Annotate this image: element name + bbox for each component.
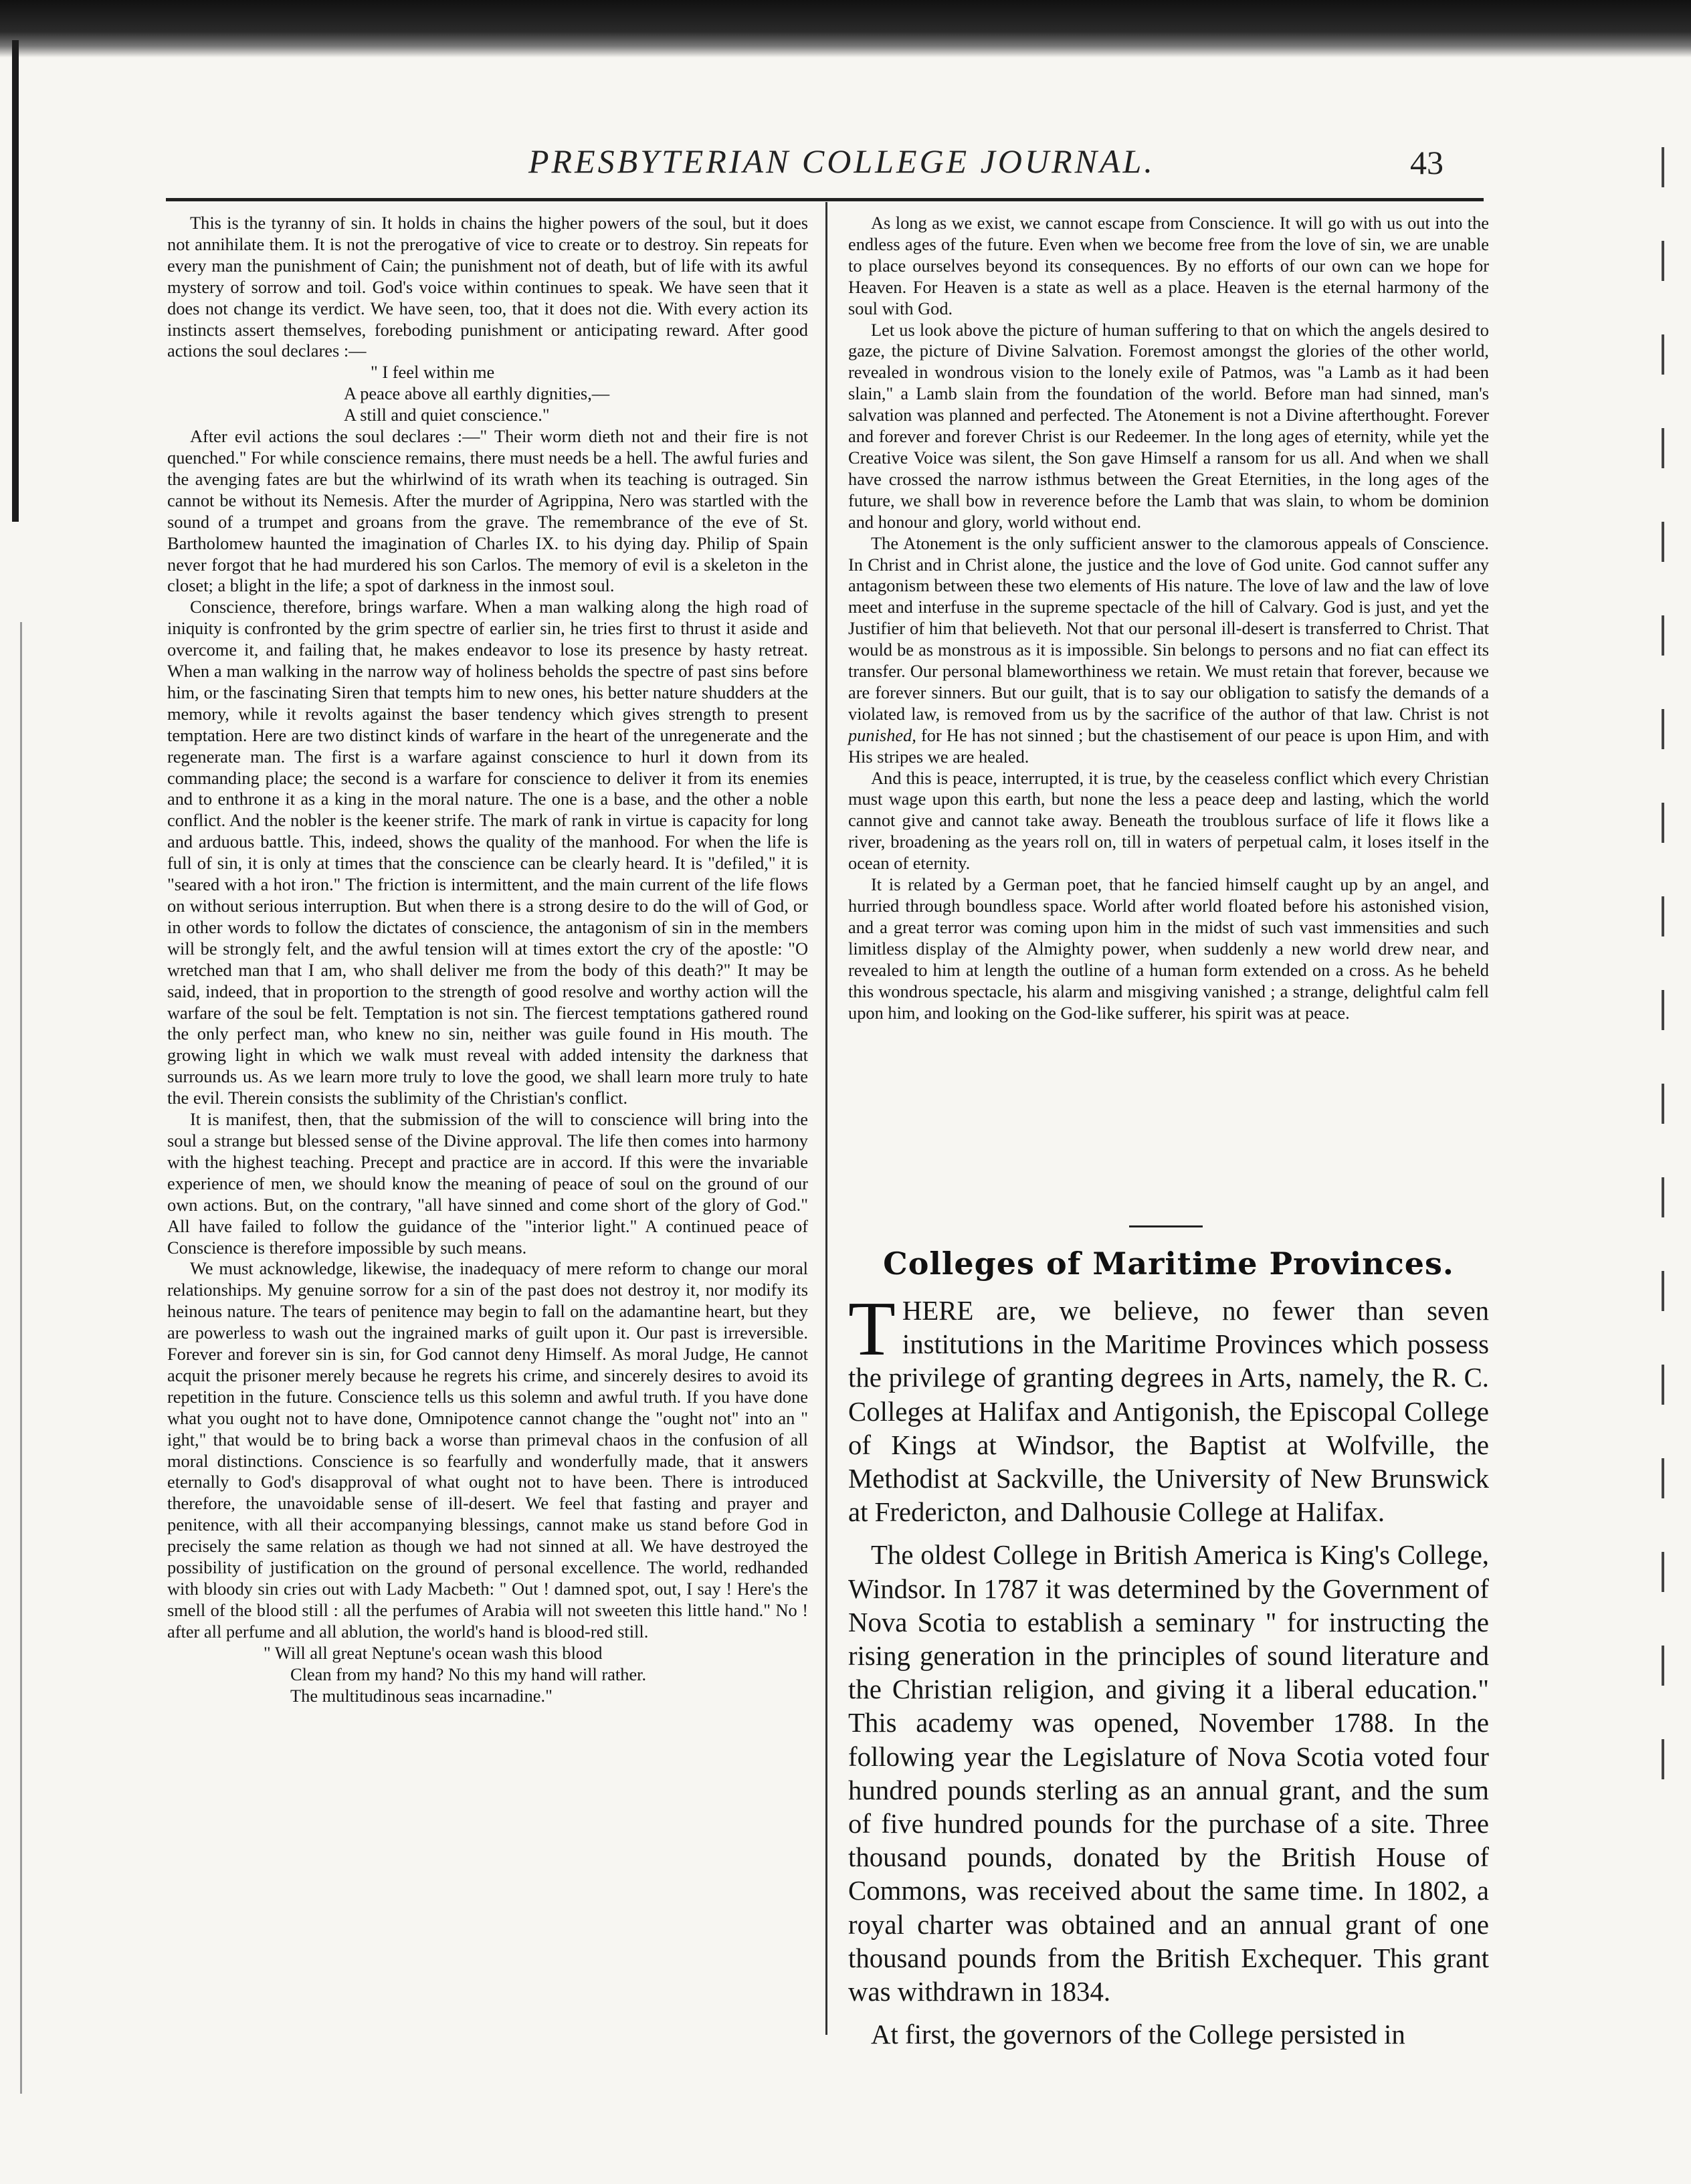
drop-cap: T (848, 1286, 896, 1372)
section-title: Colleges of Maritime Provinces. (883, 1246, 1454, 1282)
paragraph-text: HERE are, we believe, no fewer than seven institutions in the Maritime Provinces which possess the privilege of granting degrees in Arts, namely, the R. C. Colleges at Halifax and Antigonish, the Episcopal College of Kings at Windsor, the Baptist at Wolfville, the Methodist at Sackville, the University of New Brunswick at Fredericton, and Dalhousie College at Halifax. (848, 1296, 1489, 1528)
section-divider (1129, 1225, 1203, 1227)
paragraph: As long as we exist, we cannot escape from Conscience. It will go with us out into the endless ages of the future. Even when we become free from the love of sin, we are unable to place ourselves beyond its consequences. By no efforts of our own can we hope for Heaven. For Heaven is a state as well as a place. Heaven is the eternal harmony of the soul with God. (848, 213, 1489, 318)
paragraph (848, 533, 1489, 768)
paragraph: This is the tyranny of sin. It holds in chains the higher powers of the soul, but it does not annihilate them. It is not the prerogative of vice to create or to destroy. Sin repeats for every man the punishment of Cain; the punishment not of death, but of life with its awful mystery of sorrow and toil. God's voice within continues to speak. We have seen that it does not change its verdict. We have seen, too, that it does not die. With every action its instincts assert themselves, foreboding punishment or anticipating reward. After good actions the soul declares :— (167, 213, 808, 361)
section-body (848, 1286, 1489, 2052)
page-number: 43 (1410, 144, 1444, 181)
paragraph: The oldest College in British America is King's College, Windsor. In 1787 it was determined by the Government of Nova Scotia to establish a seminary " for instructing the rising generation in the principles of sound literature and the Christian religion, and giving it a liberal education." This academy was opened, November 1788. In the following year the Legislature of Nova Scotia voted four hundred pounds sterling as an annual grant, and the sum of five hundred pounds for the purchase of a site. Three thousand pounds, donated by the British House of Commons, was received about the same time. In 1802, a royal charter was obtained and an annual grant of one thousand pounds from the British Exchequer. This grant was withdrawn in 1834. (848, 1540, 1489, 2007)
scan-border-top (0, 0, 1691, 58)
paragraph: Let us look above the picture of human suffering to that on which the angels desired to gaze, the picture of Divine Salvation. Foremost amongst the glories of the other world, revealed in wondrous vision to the lonely exile of Patmos, was "a Lamb as it had been slain," a Lamb slain from the foundation of the world. Before man had sinned, man's salvation was planned and perfected. The Atonement is not a Divine afterthought. Forever and forever and forever Christ is our Redeemer. In the long ages of eternity, while yet the Creative Voice was silent, the Son gave Himself a ransom for us all. And when we shall have crossed the narrow isthmus between the Great Eternities, in the long ages of the future, we shall bow in reverence before the Lamb that was slain, to whom be dominion and honour and glory, world without end. (848, 319, 1489, 532)
paragraph: Conscience, therefore, brings warfare. When a man walking along the high road of iniquity is confronted by the grim spectre of earlier sin, he tries first to thrust it aside and overcome it, and failing that, he makes endeavor to lose its presence by hasty retreat. When a man walking in the narrow way of holiness beholds the spectre of past sins before him, or the fascinating Siren that tempts him to new ones, his better nature shudders at the memory, while it revolts against the baser tendency which gives strength to present temptation. Here are two distinct kinds of warfare in the heart of the unregenerate and the regenerate man. The first is a warfare against conscience to hurl it down from its commanding place; the second is a warfare for conscience to deliver it from its enemies and to enthrone it as a king in the moral nature. The one is a base, and the other a noble conflict. And the nobler is the keener strife. The mark of rank in virtue is capacity for long and arduous battle. This, indeed, shows the quality of the manhood. For when the life is full of sin, it is only at times that the conscience can be clearly heard. It is "defiled," it is "seared with a hot iron." The friction is intermittent, and the main current of the life flows on without serious interruption. But when there is a strong desire to do the will of God, or in other words to follow the dictates of conscience, the antagonism of sin in the members will be strongly felt, and the awful tension will at times extort the cry of the apostle: "O wretched man that I am, who shall deliver me from the body of this death?" It may be said, indeed, that in proportion to the strength of good resolve and worthy action will the warfare of the soul be felt. Temptation is not sin. The fiercest temptations gathered round the only perfect man, who knew no sin, neither was guile found in His mouth. The growing light in which we walk must reveal with added intensity the darkness that surrounds us. As we learn more truly to love the good, we shall learn more truly to hate the evil. Therein consists the sublimity of the Christian's conflict. (167, 597, 808, 1108)
paragraph (848, 1286, 1489, 1529)
paragraph-text: The Atonement is the only sufficient answer to the clamorous appeals of Conscience. In Christ and in Christ alone, the justice and the love of God unite. God cannot suffer any antagonism between these two elements of His nature. The love of law and the law of love meet and interfuse in the supreme spectacle of the hill of Calvary. God is just, and yet the Justifier of him that believeth. Not that our personal ill-desert is transferred to Christ. That would be as monstrous as it is impossible. Sin belongs to persons and no fiat can effect its transfer. Our personal blameworthiness we retain. We must retain that forever, because we are forever sinners. But our guilt, that is to say our obligation to satisfy the demands of a violated law, is removed from us by the sacrifice of the author of that law. Christ is not (848, 532, 1489, 724)
right-column (848, 213, 1489, 1023)
emphasis-text: punished, (848, 724, 916, 745)
scan-edge-left (20, 622, 22, 2094)
verse-line: A still and quiet conscience." (344, 405, 550, 425)
scan-border-left (12, 40, 19, 522)
paragraph: And this is peace, interrupted, it is true, by the ceaseless conflict which every Christian must wage upon this earth, but none the less a peace deep and lasting, which the world cannot give and cannot take away. Beneath the troublous surface of life it flows like a river, broadening as the years roll on, till in waters of perpetual calm, it loses itself in the ocean of eternity. (848, 767, 1489, 874)
paragraph: We must acknowledge, likewise, the inadequacy of mere reform to change our moral relationships. My genuine sorrow for a sin of the past does not destroy it, nor modify its heinous nature. The tears of penitence may begin to fall on the adamantine heart, but they are powerless to wash out the ingrained marks of guilt upon it. Our past is irreversible. Forever and forever sin is sin, for God cannot deny Himself. As moral Judge, He cannot acquit the prisoner merely because he regrets his crime, and sincerely desires to avoid its repetition in the future. Conscience tells us this solemn and awful truth. If you have done what you ought not to have done, Omnipotence cannot change the "ought not" into an " ight," that would be to bring back a worse than primeval chaos in the confusion of all moral distinctions. Conscience is so fearfully and wonderfully made, that it answers eternally to God's disapproval of what ought not to have been. There is introduced therefore, the unavoidable sense of ill-desert. We feel that fasting and prayer and penitence, with all their accompanying blessings, cannot make us stand before God in precisely the same relation as though we had not sinned at all. We have destroyed the possibility of justification on the ground of personal excellence. The world, redhanded with bloody sin cries out with Lady Macbeth: " Out ! damned spot, out, I say ! Here's the smell of the blood still : all the perfumes of Arabia will not sweeten this little hand." No ! after all perfume and all ablution, the world's hand is blood-red still. (167, 1258, 808, 1642)
verse-quote (167, 1643, 808, 1707)
verse-line: Clean from my hand? No this my hand will rather. (290, 1664, 647, 1684)
left-column (167, 213, 808, 1706)
verse-quote (167, 362, 808, 426)
paragraph: At first, the governors of the College persisted in (871, 2019, 1405, 2050)
paragraph: After evil actions the soul declares :—" Their worm dieth not and their fire is not quenched." For while conscience remains, there must needs be a hell. The awful furies and the avenging fates are but the whirlwind of its wrath when its teaching is outraged. Sin cannot be without its Nemesis. After the murder of Agrippina, Nero was startled with the sound of a trumpet and groans from the grave. The remembrance of the eve of St. Bartholomew haunted the imagination of Charles IX. to his dying day. Philip of Spain never forgot that he had murdered his son Carlos. The memory of evil is a skeleton in the closet; a blight in the life; a spot of darkness in the inmost soul. (167, 426, 808, 596)
verse-line: " Will all great Neptune's ocean wash this blood (264, 1642, 603, 1663)
paragraph-text: for He has not sinned ; but the chastisement of our peace is upon Him, and with His stripes we are healed. (848, 724, 1489, 767)
running-title: PRESBYTERIAN COLLEGE JOURNAL. (528, 142, 1155, 180)
verse-line: A peace above all earthly dignities,— (344, 383, 610, 404)
paragraph: It is manifest, then, that the submission of the will to conscience will bring into the soul a strange but blessed sense of the Divine approval. The life then comes into harmony with the highest teaching. Precept and practice are in accord. If this were the invariable experience of men, we should know the meaning of peace of soul on the ground of our own actions. But, on the contrary, "all have sinned and come short of the glory of God." All have failed to follow the guidance of the "interior light." A continued peace of Conscience is therefore impossible by such means. (167, 1109, 808, 1258)
verse-line: The multitudinous seas incarnadine." (290, 1685, 553, 1706)
header-rule (166, 198, 1484, 201)
verse-line: " I feel within me (371, 362, 495, 383)
paragraph: It is related by a German poet, that he fancied himself caught up by an angel, and hurried through boundless space. World after world floated before his astonished vision, and a great terror was coming upon him in the midst of such vast immensities and such limitless display of the Almighty power, when suddenly a new world drew near, and revealed to him at length the outline of a human form extended on a cross. As he beheld this wondrous spectacle, his alarm and misgiving vanished ; a strange, delightful calm fell upon him, and looking on the God-like sufferer, his spirit was at peace. (848, 874, 1489, 1023)
column-divider (825, 202, 827, 2035)
scan-edge-right (1662, 147, 1664, 1819)
